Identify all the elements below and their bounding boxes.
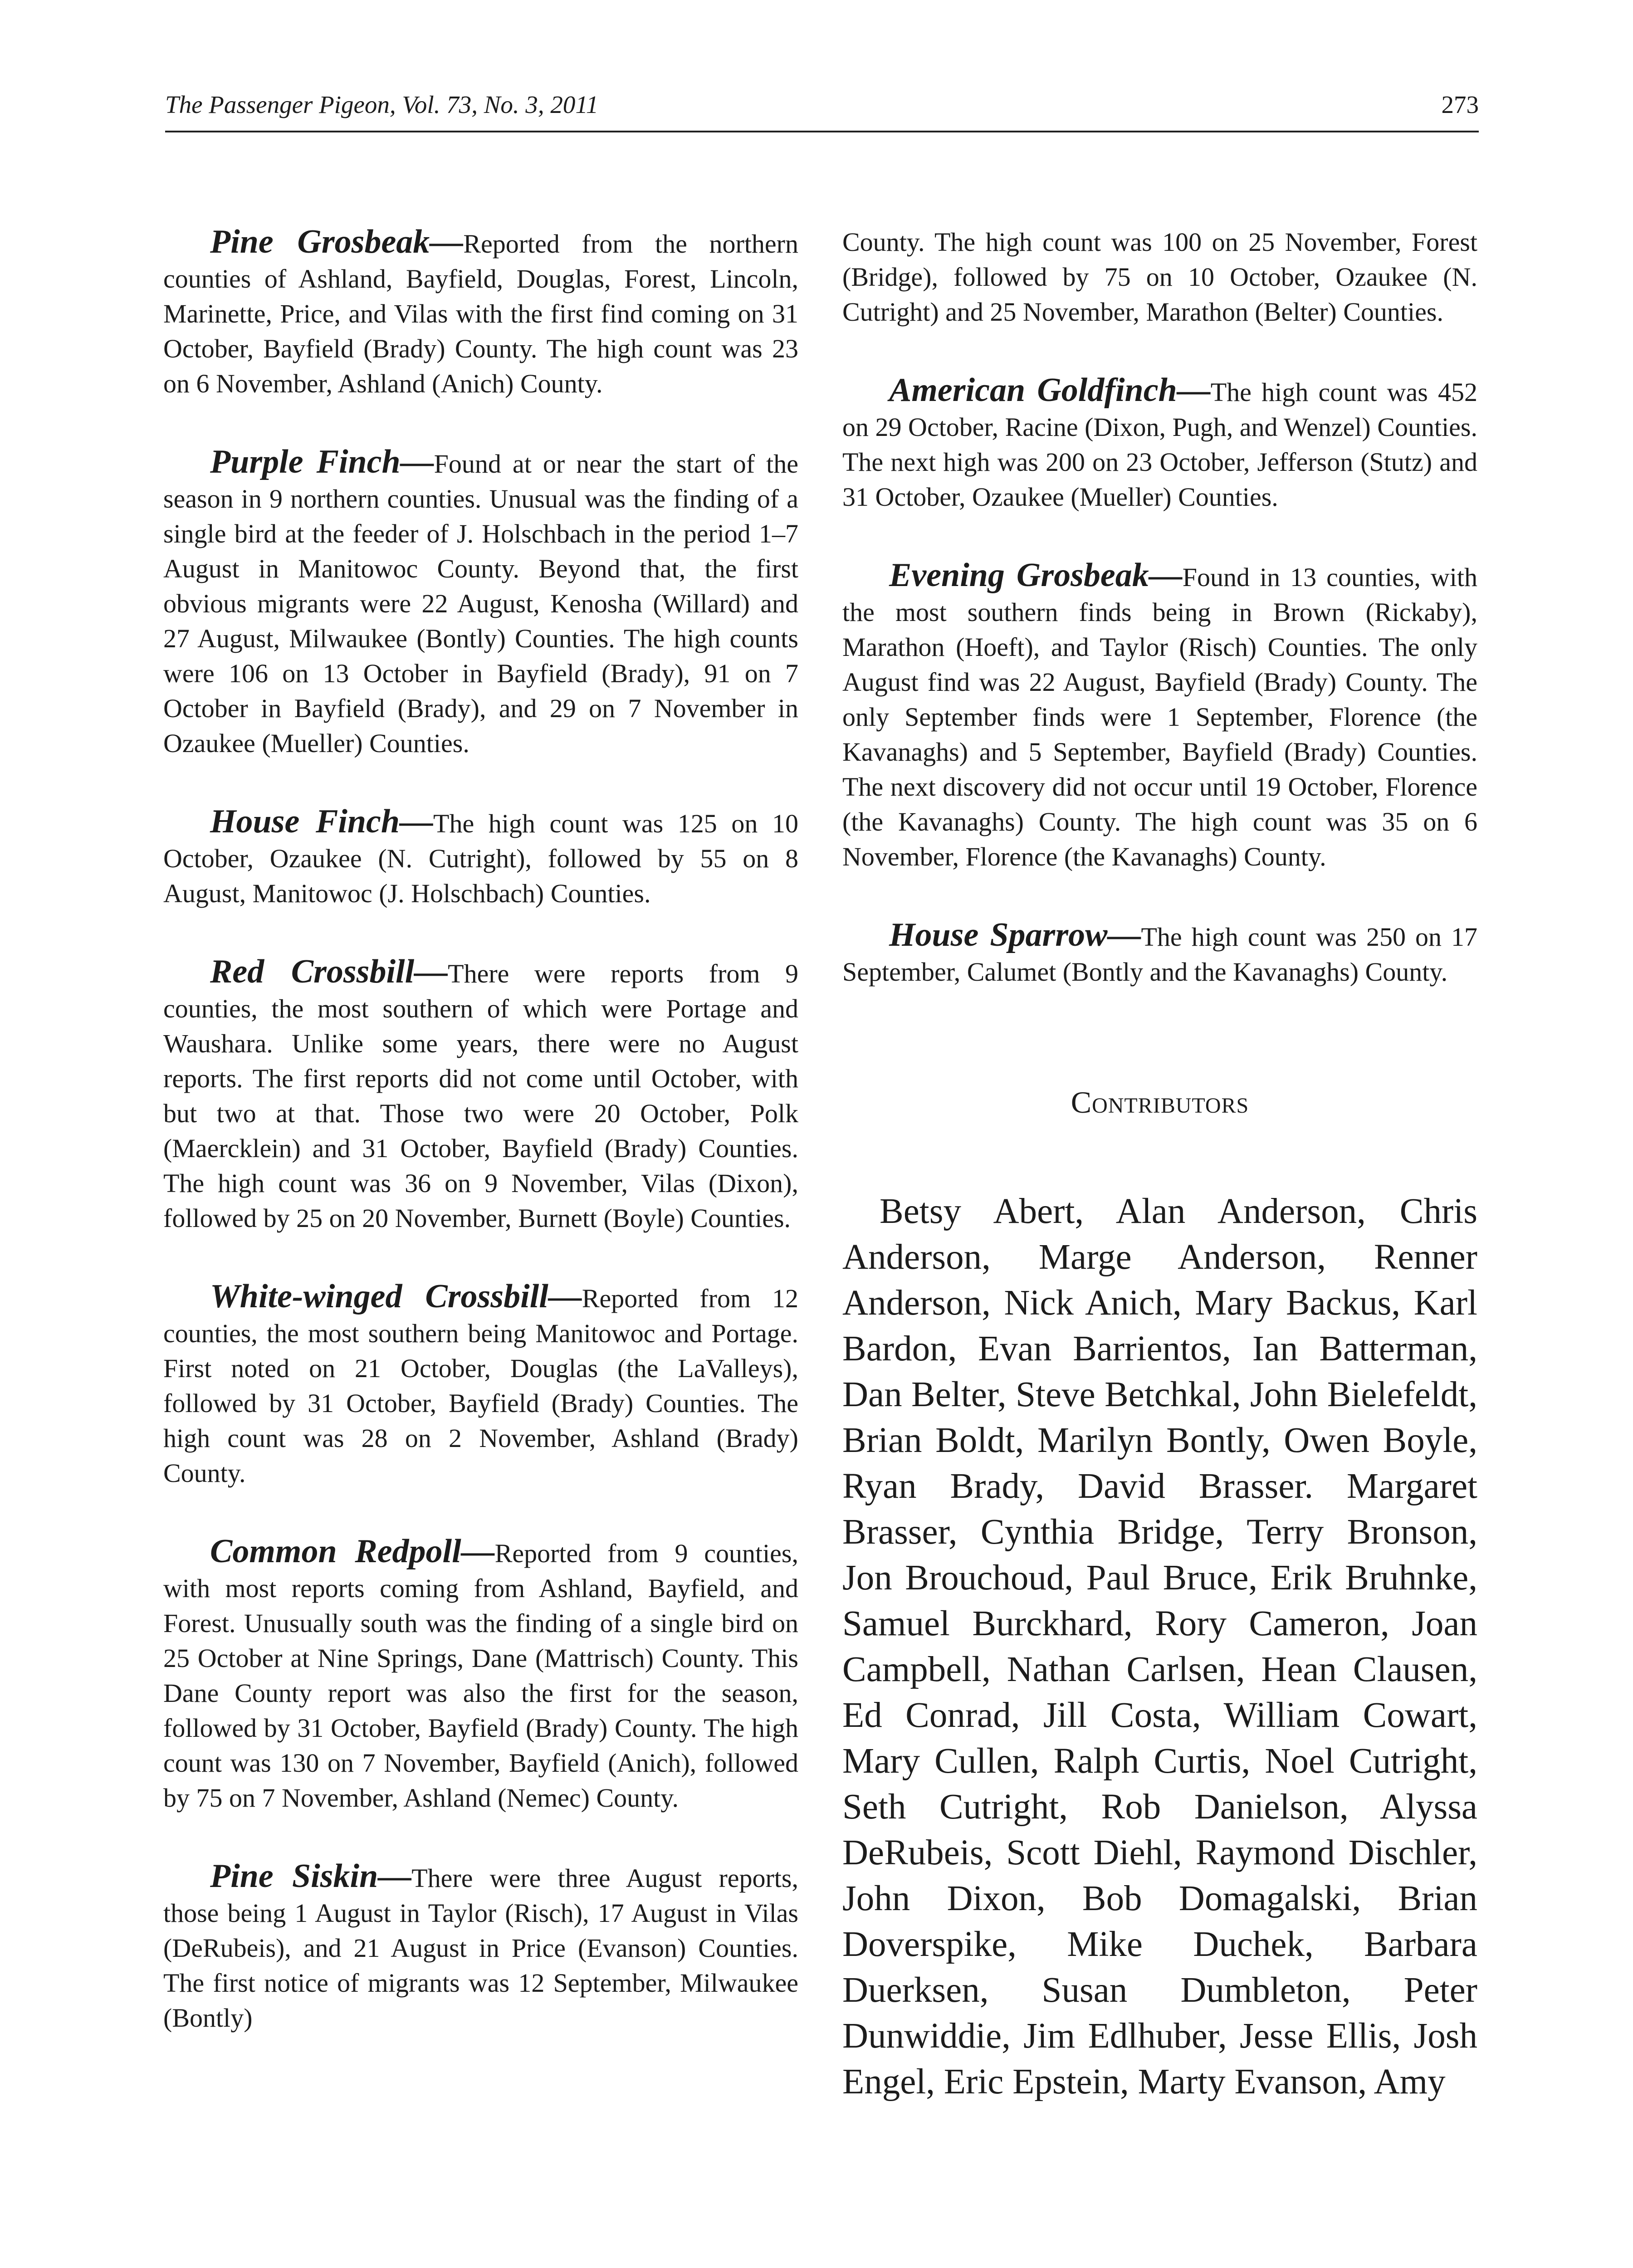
species-account-red-crossbill xyxy=(163,954,798,1236)
species-account-text: The high count was 125 on 10 October, Ozaukee (N. Cutright), followed by 55 on 8 August, Manitowoc (J. Holschbach) Counties. xyxy=(163,809,799,908)
species-name: Red Crossbill— xyxy=(210,953,448,990)
species-name: House Sparrow— xyxy=(889,916,1141,953)
page-number: 273 xyxy=(1441,91,1479,118)
species-account-text: The high count was 250 on 17 September, Calumet (Bontly and the Kavanaghs) County. xyxy=(842,922,1478,987)
species-account-common-redpoll xyxy=(163,1534,798,1815)
species-account-american-goldfinch xyxy=(842,373,1477,514)
species-account-purple-finch xyxy=(163,445,798,761)
species-account-text: Reported from 12 counties, the most southern being Manitowoc and Portage. First noted on 21 October, Douglas (the LaValleys), followed by 31 October, Bayfield (Brady) Counties. The high count was 28 on 2 November, Ashland (Brady) County. xyxy=(163,1284,799,1488)
pine-siskin-continuation: County. The high count was 100 on 25 November, Forest (Bridge), followed by 75 on 10 October, Ozaukee (N. Cutright) and 25 November, Marathon (Belter) Counties. xyxy=(842,227,1477,327)
running-header xyxy=(165,90,1479,132)
species-account-house-sparrow xyxy=(842,918,1477,989)
species-name: American Goldfinch— xyxy=(889,371,1211,409)
species-account-house-finch xyxy=(163,804,798,911)
contributors-list: Betsy Abert, Alan Anderson, Chris Anderson, Marge Anderson, Renner Anderson, Nick Anich, Mary Backus, Karl Bardon, Evan Barrientos, Ian Batterman, Dan Belter, Steve Betchkal, John Bielefeldt, Brian Boldt, Marilyn Bontly, Owen Boyle, Ryan Brady, David Brasser. Margaret Brasser, Cynthia Bridge, Terry Bronson, Jon Brouchoud, Paul Bruce, Erik Bruhnke, Samuel Burckhard, Rory Cameron, Joan Campbell, Nathan Carlsen, Hean Clausen, Ed Conrad, Jill Costa, William Cowart, Mary Cullen, Ralph Curtis, Noel Cutright, Seth Cutright, Rob Danielson, Alyssa DeRubeis, Scott Diehl, Raymond Dischler, John Dixon, Bob Domagalski, Brian Doverspike, Mike Duchek, Barbara Duerksen, Susan Dumbleton, Peter Dunwiddie, Jim Edlhuber, Jesse Ellis, Josh Engel, Eric Epstein, Marty Evanson, Amy xyxy=(842,1192,1477,2102)
species-account-text: The high count was 452 on 29 October, Racine (Dixon, Pugh, and Wenzel) Counties. The next high was 200 on 23 October, Jefferson (Stutz) and 31 October, Ozaukee (Mueller) Counties. xyxy=(842,377,1477,512)
species-account-evening-grosbeak xyxy=(842,558,1477,874)
species-name: Common Redpoll— xyxy=(210,1533,495,1570)
species-name: White-winged Crossbill— xyxy=(210,1278,582,1315)
species-name: Purple Finch— xyxy=(210,443,434,480)
species-account-text: Found in 13 counties, with the most southern finds being in Brown (Rickaby), Marathon (Hoeft), and Taylor (Risch) Counties. The only August find was 22 August, Bayfield (Brady) County. The only September finds were 1 September, Florence (the Kavanaghs) and 5 September, Bayfield (Brady) Counties. The next discovery did not occur until 19 October, Florence (the Kavanaghs) County. The high count was 35 on 6 November, Florence (the Kavanaghs) County. xyxy=(842,562,1477,871)
species-account-text: There were three August reports, those being 1 August in Taylor (Risch), 17 August in Vilas (DeRubeis), and 21 August in Price (Evanson) Counties. The first notice of migrants was 12 September, Milwaukee (Bontly) xyxy=(163,1863,798,2033)
species-account-text: There were reports from 9 counties, the most southern of which were Portage and Waushara. Unlike some years, there were no August reports. The first reports did not come until October, with but two at that. Those two were 20 October, Polk (Maercklein) and 31 October, Bayfield (Brady) Counties. The high count was 36 on 9 November, Vilas (Dixon), followed by 25 on 20 November, Burnett (Boyle) Counties. xyxy=(163,959,799,1233)
species-name: Pine Siskin— xyxy=(210,1857,412,1895)
species-account-text: Reported from the northern counties of Ashland, Bayfield, Douglas, Forest, Lincoln, Marinette, Price, and Vilas with the first find coming on 31 October, Bayfield (Brady) County. The high count was 23 on 6 November, Ashland (Anich) County. xyxy=(163,229,798,398)
journal-title: The Passenger Pigeon, Vol. 73, No. 3, 2011 xyxy=(165,91,599,118)
left-column xyxy=(163,225,798,2079)
species-account-text: Reported from 9 counties, with most reports coming from Ashland, Bayfield, and Forest. Unusually south was the finding of a single bird on 25 October at Nine Springs, Dane (Mattrisch) County. This Dane County report was also the first for the season, followed by 31 October, Bayfield (Brady) County. The high count was 130 on 7 November, Bayfield (Anich), followed by 75 on 7 November, Ashland (Nemec) County. xyxy=(163,1539,798,1813)
species-account-text: Found at or near the start of the season in 9 northern counties. Unusual was the finding of a single bird at the feeder of J. Holschbach in the period 1–7 August in Manitowoc County. Beyond that, the first obvious migrants were 22 August, Kenosha (Willard) and 27 August, Milwaukee (Bontly) Counties. The high counts were 106 on 13 October in Bayfield (Brady), 91 on 7 October in Bayfield (Brady), and 29 on 7 November in Ozaukee (Mueller) Counties. xyxy=(163,449,798,758)
species-account-pine-siskin xyxy=(163,1859,798,2035)
contributors-heading: Contributors xyxy=(1071,1085,1249,1119)
species-name: Pine Grosbeak— xyxy=(210,223,464,260)
right-column xyxy=(842,225,1477,2105)
species-name: House Finch— xyxy=(210,803,434,840)
species-name: Evening Grosbeak— xyxy=(889,557,1183,594)
species-account-white-winged-crossbill xyxy=(163,1279,798,1491)
species-account-pine-grosbeak xyxy=(163,225,798,401)
